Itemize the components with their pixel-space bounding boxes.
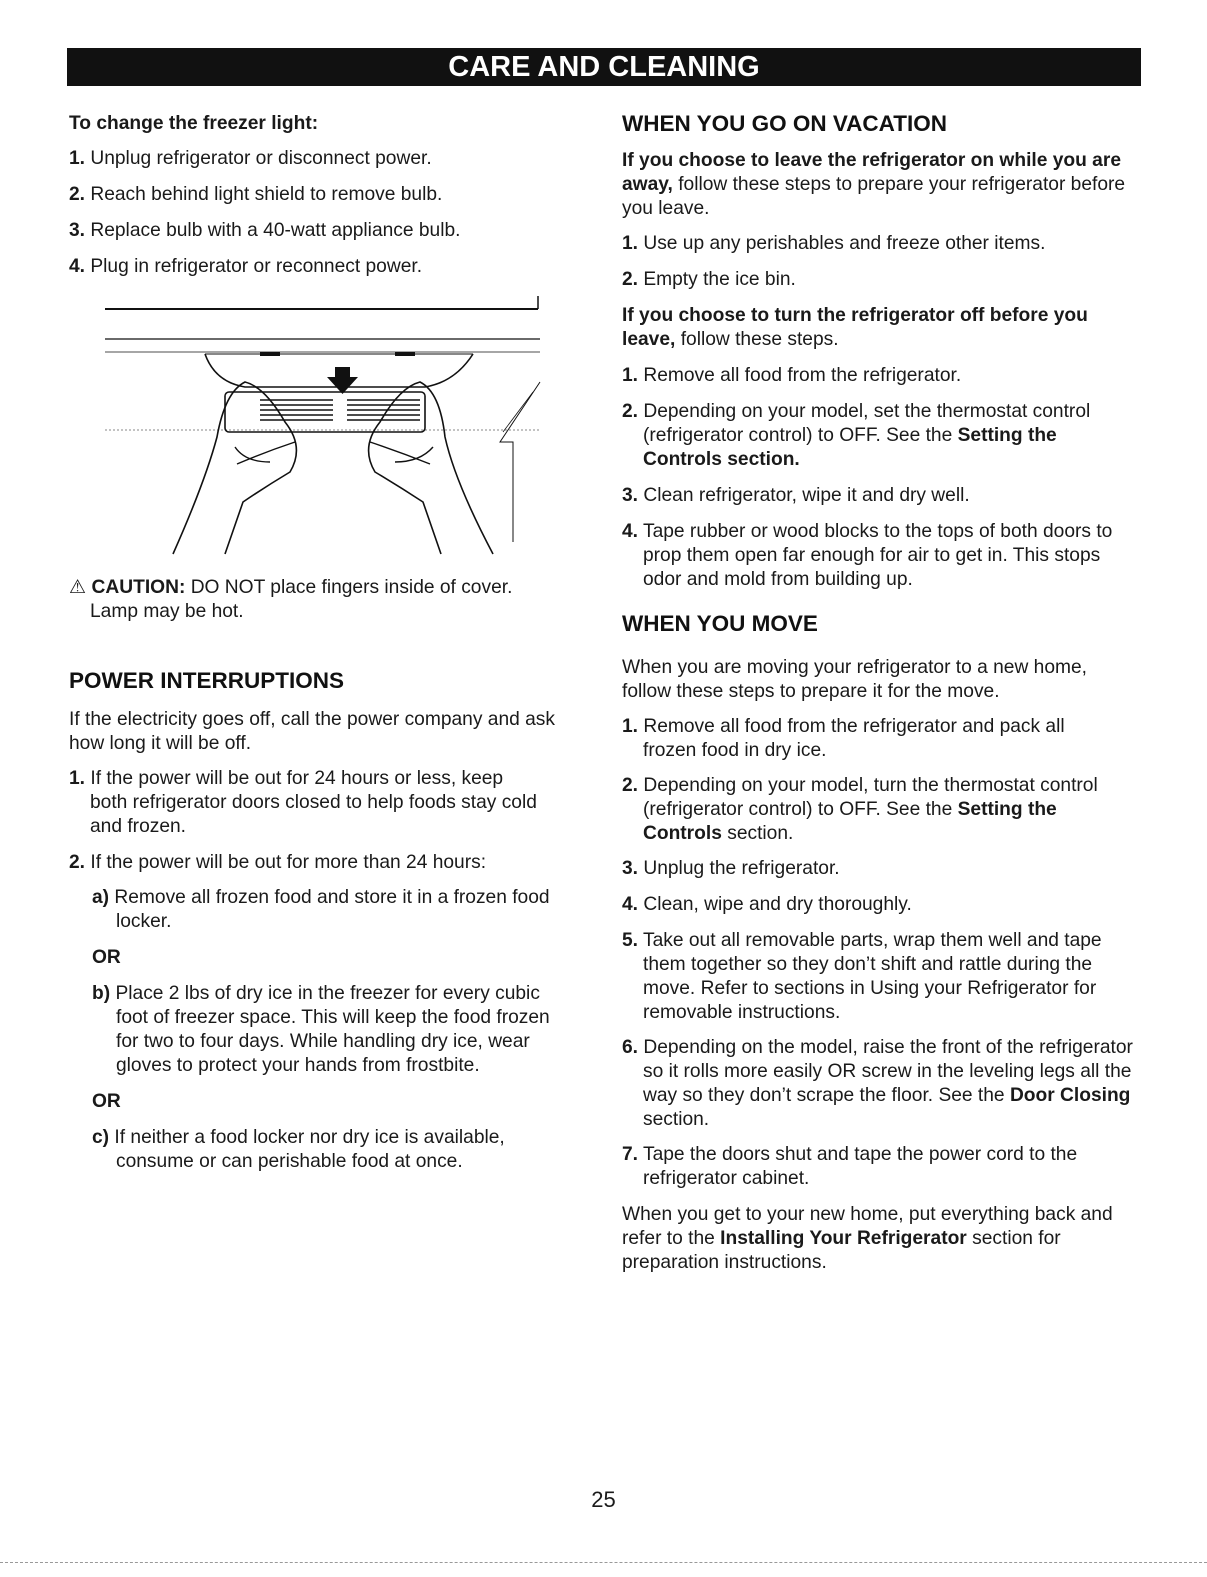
step-text: Unplug the refrigerator.	[643, 858, 840, 879]
bold-reference: Setting the Controls	[643, 799, 1057, 844]
section-title: CARE AND CLEANING	[448, 50, 760, 83]
vacation-on-step-1	[622, 232, 1045, 256]
option-label: b)	[92, 983, 111, 1004]
step-text-end: section.	[727, 449, 800, 470]
step-number: 1.	[622, 365, 639, 386]
bold-reference: Setting the Controls	[643, 425, 1057, 470]
step-text: Remove all food from the refrigerator and pack all frozen food in dry ice.	[643, 716, 1065, 761]
section-header	[67, 48, 1141, 86]
step-number: 4.	[69, 256, 86, 277]
freezer-step-4	[69, 255, 422, 279]
step-text: If the power will be out for more than 24 hours:	[90, 852, 487, 873]
move-step-4	[622, 893, 912, 917]
vacation-off-step-1	[622, 364, 961, 388]
freezer-step-1	[69, 147, 432, 171]
freezer-light-heading: To change the freezer light:	[69, 113, 319, 134]
option-c	[69, 1126, 559, 1174]
or-divider-2: OR	[92, 1091, 121, 1112]
step-number: 4.	[622, 894, 639, 915]
option-text: Place 2 lbs of dry ice in the freezer for every cubic foot of freezer space. This will keep the food frozen for two to four days. While handling dry ice, wear gloves to protect your hands from frostbite.	[115, 983, 550, 1076]
freezer-step-3	[69, 219, 461, 243]
outro-text-end: section for preparation instructions.	[622, 1228, 1061, 1273]
step-number: 2.	[69, 184, 86, 205]
step-text: Depending on the model, raise the front of the refrigerator so it rolls more easily OR screw in the leveling legs all the way so they don’t scrape the floor. See the	[643, 1037, 1133, 1106]
move-heading: WHEN YOU MOVE	[622, 611, 818, 636]
step-text-end: section.	[727, 823, 794, 844]
move-step-2	[622, 774, 1107, 846]
move-step-3	[622, 857, 840, 881]
step-number: 2.	[622, 775, 639, 796]
step-text: Replace bulb with a 40-watt appliance bulb.	[90, 220, 461, 241]
caution-text: DO NOT place fingers inside of cover.	[190, 577, 513, 598]
option-text: Remove all frozen food and store it in a frozen food locker.	[114, 887, 550, 932]
vacation-off-step-4	[622, 520, 1142, 592]
step-text: Take out all removable parts, wrap them well and tape them together so they don’t shift and rattle during the move. Refer to sections in Using your Refrigerator for removable instructions.	[643, 930, 1102, 1023]
footer-rule	[0, 1562, 1207, 1563]
step-number: 2.	[622, 269, 639, 290]
power-heading: POWER INTERRUPTIONS	[69, 668, 345, 693]
move-step-1	[622, 715, 1102, 763]
or-divider-1: OR	[92, 947, 121, 968]
step-number: 7.	[622, 1144, 639, 1165]
step-number: 1.	[69, 768, 86, 789]
step-text: If the power will be out for 24 hours or less, keep both refrigerator doors closed to help foods stay cold and frozen.	[90, 768, 537, 837]
vacation-off-intro	[622, 304, 1132, 352]
vacation-on-step-2	[622, 268, 796, 292]
step-text-end: section.	[643, 1109, 710, 1130]
light-shield-illustration	[95, 282, 555, 572]
bold-reference: Installing Your Refrigerator	[720, 1228, 967, 1249]
option-text: If neither a food locker nor dry ice is available, consume or can perishable food at once.	[114, 1127, 505, 1172]
move-step-5	[622, 929, 1127, 1025]
power-step-1	[69, 767, 539, 839]
bold-lead: If you choose to turn the refrigerator off before you leave,	[622, 305, 1088, 350]
bold-reference: Door Closing	[1009, 1085, 1131, 1106]
vacation-on-intro	[622, 149, 1132, 221]
bold-lead: If you choose to leave the refrigerator on while you are away,	[622, 150, 1121, 195]
power-step-2	[69, 851, 569, 875]
step-text: Clean refrigerator, wipe it and dry well.	[643, 485, 970, 506]
power-intro: If the electricity goes off, call the power company and ask how long it will be off.	[69, 709, 555, 754]
step-text: Tape rubber or wood blocks to the tops of both doors to prop them open far enough for air to get in. This stops odor and mold from building up.	[643, 521, 1113, 590]
vacation-off-step-3	[622, 484, 970, 508]
option-label: a)	[92, 887, 110, 908]
step-number: 1.	[69, 148, 86, 169]
step-text: Clean, wipe and dry thoroughly.	[643, 894, 912, 915]
step-text: Tape the doors shut and tape the power cord to the refrigerator cabinet.	[643, 1144, 1078, 1189]
freezer-step-2	[69, 183, 442, 207]
step-text: Depending on your model, set the thermostat control (refrigerator control) to OFF. See the	[643, 401, 1091, 446]
step-number: 3.	[622, 485, 639, 506]
outro-text: When you get to your new home, put everything back and refer to the	[622, 1204, 1113, 1249]
option-b	[69, 982, 574, 1078]
move-step-7	[622, 1143, 1122, 1191]
step-text: Plug in refrigerator or reconnect power.	[90, 256, 423, 277]
move-step-6	[622, 1036, 1142, 1132]
step-text: Use up any perishables and freeze other items.	[643, 233, 1046, 254]
step-number: 1.	[622, 716, 639, 737]
move-intro: When you are moving your refrigerator to a new home, follow these steps to prepare it for the move.	[622, 657, 1087, 702]
step-number: 6.	[622, 1037, 639, 1058]
page-number: 25	[591, 1487, 616, 1512]
step-number: 1.	[622, 233, 639, 254]
move-outro	[622, 1203, 1132, 1275]
step-number: 2.	[622, 401, 639, 422]
step-number: 2.	[69, 852, 86, 873]
caution-label: CAUTION:	[91, 577, 186, 598]
step-number: 3.	[622, 858, 639, 879]
step-number: 3.	[69, 220, 86, 241]
caution-note	[69, 576, 589, 624]
option-a	[69, 886, 559, 934]
vacation-heading: WHEN YOU GO ON VACATION	[622, 111, 948, 136]
step-text: Reach behind light shield to remove bulb.	[90, 184, 443, 205]
lead-rest: follow these steps to prepare your refrigerator before you leave.	[622, 174, 1126, 219]
step-text: Unplug refrigerator or disconnect power.	[90, 148, 432, 169]
caution-text-2: Lamp may be hot.	[90, 601, 244, 622]
step-text: Remove all food from the refrigerator.	[643, 365, 962, 386]
lead-rest: follow these steps.	[680, 329, 839, 350]
warning-icon: ⚠	[69, 577, 87, 598]
vacation-off-step-2	[622, 400, 1127, 472]
option-label: c)	[92, 1127, 110, 1148]
step-number: 5.	[622, 930, 639, 951]
step-text: Depending on your model, turn the thermostat control (refrigerator control) to OFF. See the	[643, 775, 1098, 820]
step-text: Empty the ice bin.	[643, 269, 796, 290]
step-number: 4.	[622, 521, 639, 542]
